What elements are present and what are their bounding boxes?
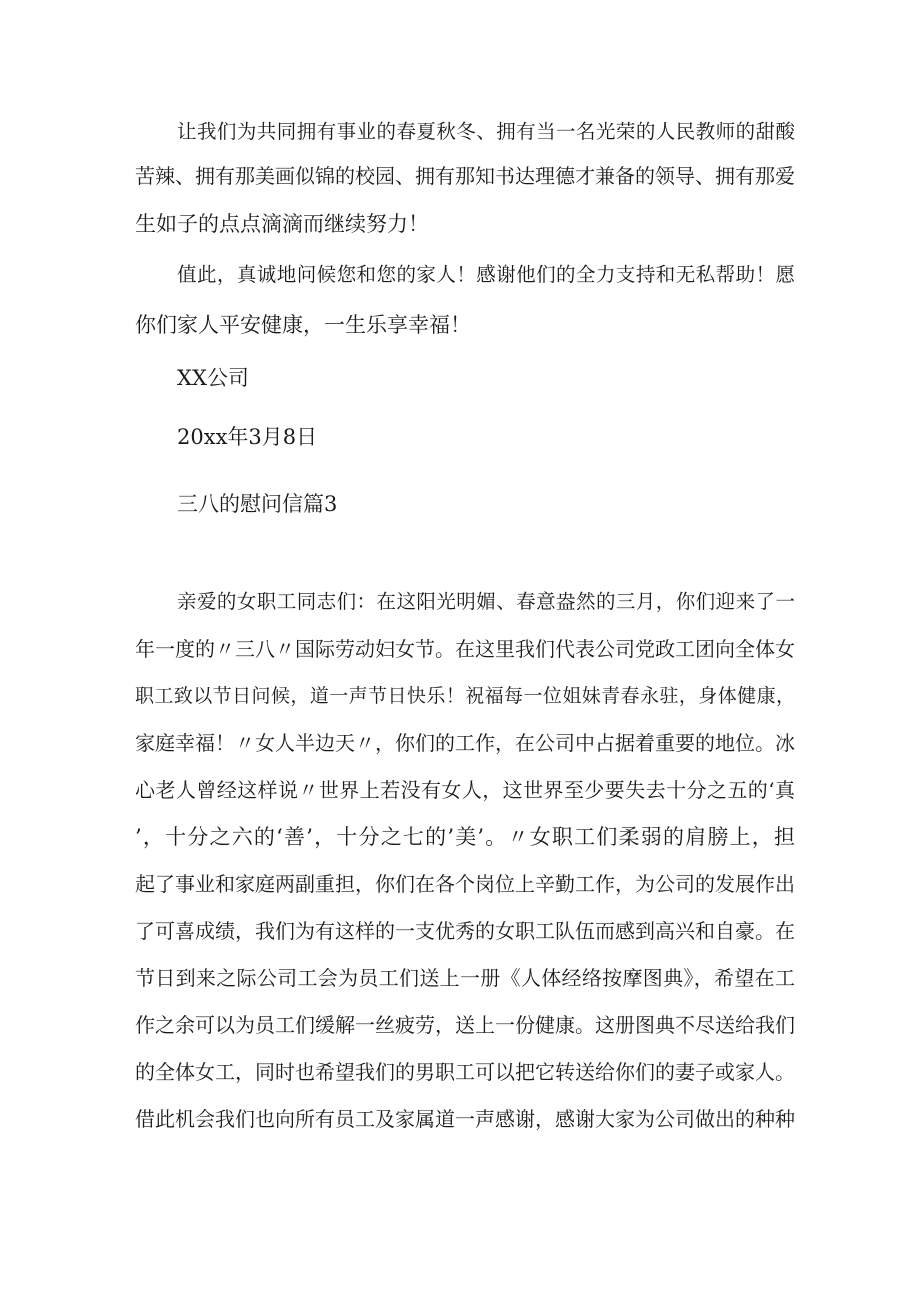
signature-date: 20xx年3月8日 <box>177 425 318 449</box>
paragraph-3-line-12: 借此机会我们也向所有员工及家属道一声感谢，感谢大家为公司做出的种种 <box>135 1107 795 1131</box>
paragraph-3-line-8: 了可喜成绩，我们为有这样的一支优秀的女职工队伍而感到高兴和自豪。在 <box>135 919 795 943</box>
paragraph-3-line-3: 职工致以节日问候，道一声节日快乐！祝福每一位姐妹青春永驻，身体健康， <box>135 685 795 707</box>
paragraph-1-line-1: 让我们为共同拥有事业的春夏秋冬、拥有当一名光荣的人民教师的甜酸 <box>177 120 795 143</box>
paragraph-3-line-11: 的全体女工，同时也希望我们的男职工可以把它转送给你们的妻子或家人。 <box>135 1060 795 1084</box>
signature-company: XX公司 <box>177 366 249 390</box>
paragraph-3-line-7: 起了事业和家庭两副重担，你们在各个岗位上辛勤工作，为公司的发展作出 <box>135 872 795 896</box>
paragraph-3-line-10: 作之余可以为员工们缓解一丝疲劳，送上一份健康。这册图典不尽送给我们 <box>135 1013 795 1037</box>
paragraph-3-line-6: ’，十分之六的‘善’，十分之七的’美’。〃女职工们柔弱的肩膀上，担 <box>135 825 795 849</box>
paragraph-3-line-1: 亲爱的女职工同志们：在这阳光明媚、春意盎然的三月，你们迎来了一 <box>177 590 795 613</box>
paragraph-1-line-2: 苦辣、拥有那美画似锦的校园、拥有那知书达理德才兼备的领导、拥有那爱 <box>135 164 795 188</box>
paragraph-3-line-5: 心老人曾经这样说〃世界上若没有女人，这世界至少要失去十分之五的‘真 <box>135 778 795 802</box>
paragraph-2-line-2: 你们家人平安健康，一生乐享幸福！ <box>135 313 471 337</box>
paragraph-3-line-2: 年一度的〃三八〃国际劳动妇女节。在这里我们代表公司党政工团向全体女 <box>135 637 795 661</box>
paragraph-1-line-3: 生如子的点点滴滴而继续努力！ <box>135 212 429 236</box>
section-title: 三八的慰问信篇3 <box>177 492 338 516</box>
paragraph-2-line-1: 值此，真诚地问候您和您的家人！感谢他们的全力支持和无私帮助！愿 <box>177 263 795 286</box>
paragraph-3-line-4: 家庭幸福！〃女人半边天〃，你们的工作，在公司中占据着重要的地位。冰 <box>135 731 795 755</box>
paragraph-3-line-9: 节日到来之际公司工会为员工们送上一册《人体经络按摩图典》，希望在工 <box>135 966 795 990</box>
